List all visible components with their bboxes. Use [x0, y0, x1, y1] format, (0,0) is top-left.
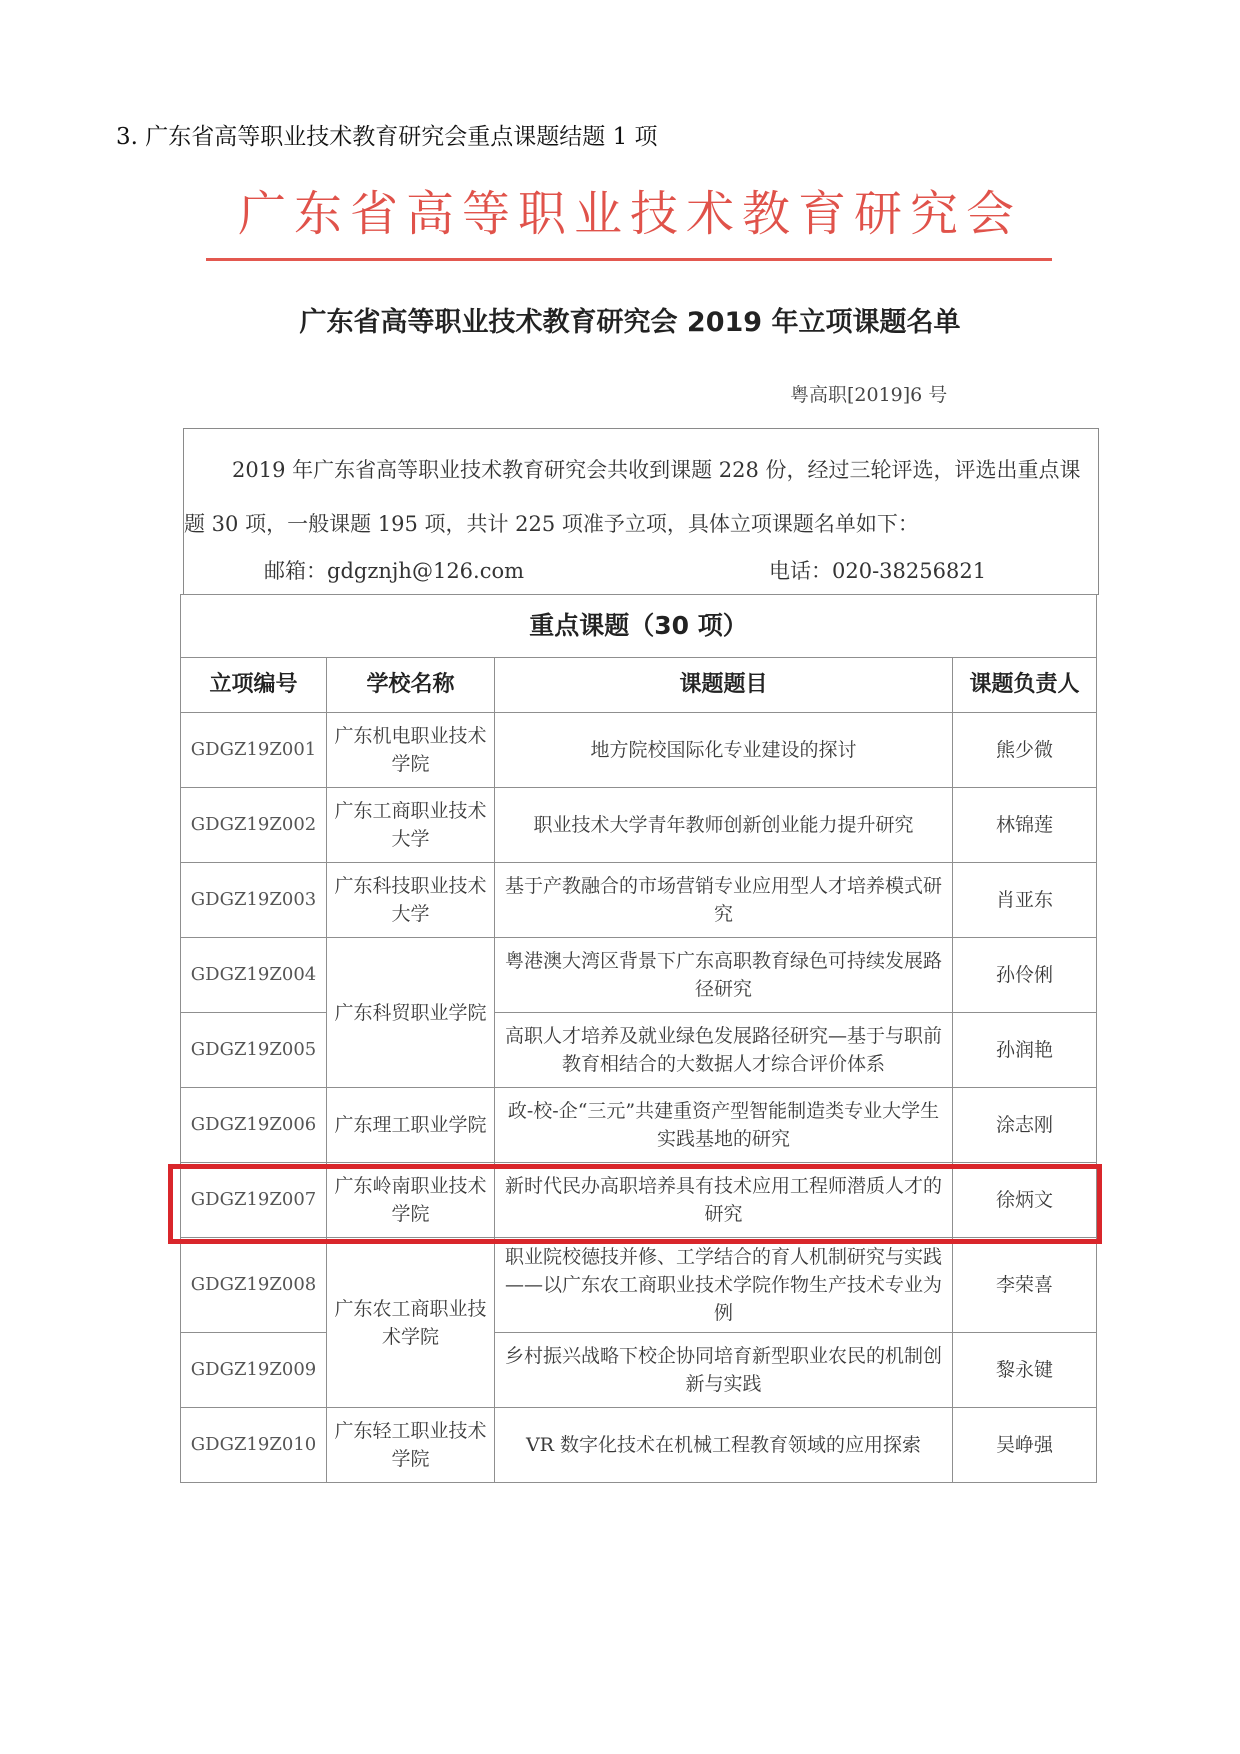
- table-row: [181, 1238, 1097, 1333]
- row-code: GDGZ19Z007: [181, 1163, 327, 1238]
- row-topic: 新时代民办高职培养具有技术应用工程师潜质人才的研究: [495, 1163, 953, 1238]
- table-row: [181, 938, 1097, 1013]
- header-school: 学校名称: [327, 658, 495, 713]
- row-school: 广东农工商职业技术学院: [327, 1238, 495, 1408]
- table-row: [181, 713, 1097, 788]
- row-topic: 粤港澳大湾区背景下广东高职教育绿色可持续发展路径研究: [495, 938, 953, 1013]
- row-code: GDGZ19Z003: [181, 863, 327, 938]
- row-leader: 熊少微: [953, 713, 1097, 788]
- table-row-highlighted: [181, 1163, 1097, 1238]
- row-code: GDGZ19Z006: [181, 1088, 327, 1163]
- row-leader: 黎永键: [953, 1333, 1097, 1408]
- row-topic: 职业院校德技并修、工学结合的育人机制研究与实践——以广东农工商职业技术学院作物生产技术专业为例: [495, 1238, 953, 1333]
- row-leader: 徐炳文: [953, 1163, 1097, 1238]
- row-topic: VR 数字化技术在机械工程教育领域的应用探索: [495, 1408, 953, 1483]
- table-row: [181, 788, 1097, 863]
- row-leader: 李荣喜: [953, 1238, 1097, 1333]
- table-row: [181, 1013, 1097, 1088]
- table-section-title: 重点课题（30 项）: [181, 595, 1097, 658]
- row-school: 广东科技职业技术大学: [327, 863, 495, 938]
- row-leader: 吴峥强: [953, 1408, 1097, 1483]
- row-code: GDGZ19Z008: [181, 1238, 327, 1333]
- letterhead-divider: [206, 258, 1052, 261]
- row-topic: 职业技术大学青年教师创新创业能力提升研究: [495, 788, 953, 863]
- row-school: 广东岭南职业技术学院: [327, 1163, 495, 1238]
- row-leader: 孙润艳: [953, 1013, 1097, 1088]
- row-topic: 政-校-企“三元”共建重资产型智能制造类专业大学生实践基地的研究: [495, 1088, 953, 1163]
- row-topic: 高职人才培养及就业绿色发展路径研究—基于与职前教育相结合的大数据人才综合评价体系: [495, 1013, 953, 1088]
- row-school: 广东机电职业技术学院: [327, 713, 495, 788]
- row-code: GDGZ19Z005: [181, 1013, 327, 1088]
- row-school: 广东工商职业技术大学: [327, 788, 495, 863]
- document-title: 广东省高等职业技术教育研究会 2019 年立项课题名单: [299, 307, 961, 338]
- row-code: GDGZ19Z010: [181, 1408, 327, 1483]
- row-school: 广东轻工职业技术学院: [327, 1408, 495, 1483]
- header-leader: 课题负责人: [953, 658, 1097, 713]
- letterhead-title: 广东省高等职业技术教育研究会: [237, 186, 1022, 242]
- header-code: 立项编号: [181, 658, 327, 713]
- header-topic: 课题题目: [495, 658, 953, 713]
- row-school: 广东理工职业学院: [327, 1088, 495, 1163]
- project-table: [180, 594, 1097, 1483]
- row-school: 广东科贸职业学院: [327, 938, 495, 1088]
- document-number: 粤高职[2019]6 号: [790, 384, 948, 406]
- mail-address: 邮箱：gdgznjh@126.com: [264, 559, 525, 583]
- section-heading: 3. 广东省高等职业技术教育研究会重点课题结题 1 项: [116, 124, 658, 150]
- row-topic: 地方院校国际化专业建设的探讨: [495, 713, 953, 788]
- telephone-number: 电话：020-38256821: [769, 559, 987, 583]
- table-row: [181, 1088, 1097, 1163]
- intro-box: [183, 428, 1099, 595]
- table-row: [181, 1333, 1097, 1408]
- table-row: [181, 863, 1097, 938]
- row-code: GDGZ19Z002: [181, 788, 327, 863]
- row-leader: 林锦莲: [953, 788, 1097, 863]
- row-code: GDGZ19Z001: [181, 713, 327, 788]
- row-topic: 乡村振兴战略下校企协同培育新型职业农民的机制创新与实践: [495, 1333, 953, 1408]
- table-row: [181, 1408, 1097, 1483]
- row-leader: 涂志刚: [953, 1088, 1097, 1163]
- row-code: GDGZ19Z009: [181, 1333, 327, 1408]
- row-code: GDGZ19Z004: [181, 938, 327, 1013]
- row-leader: 肖亚东: [953, 863, 1097, 938]
- row-leader: 孙伶俐: [953, 938, 1097, 1013]
- row-topic: 基于产教融合的市场营销专业应用型人才培养模式研究: [495, 863, 953, 938]
- intro-paragraph: 2019 年广东省高等职业技术教育研究会共收到课题 228 份，经过三轮评选，评选出重点课题 30 项，一般课题 195 项，共计 225 项准予立项，具体立项课题名单如下：: [184, 458, 1081, 536]
